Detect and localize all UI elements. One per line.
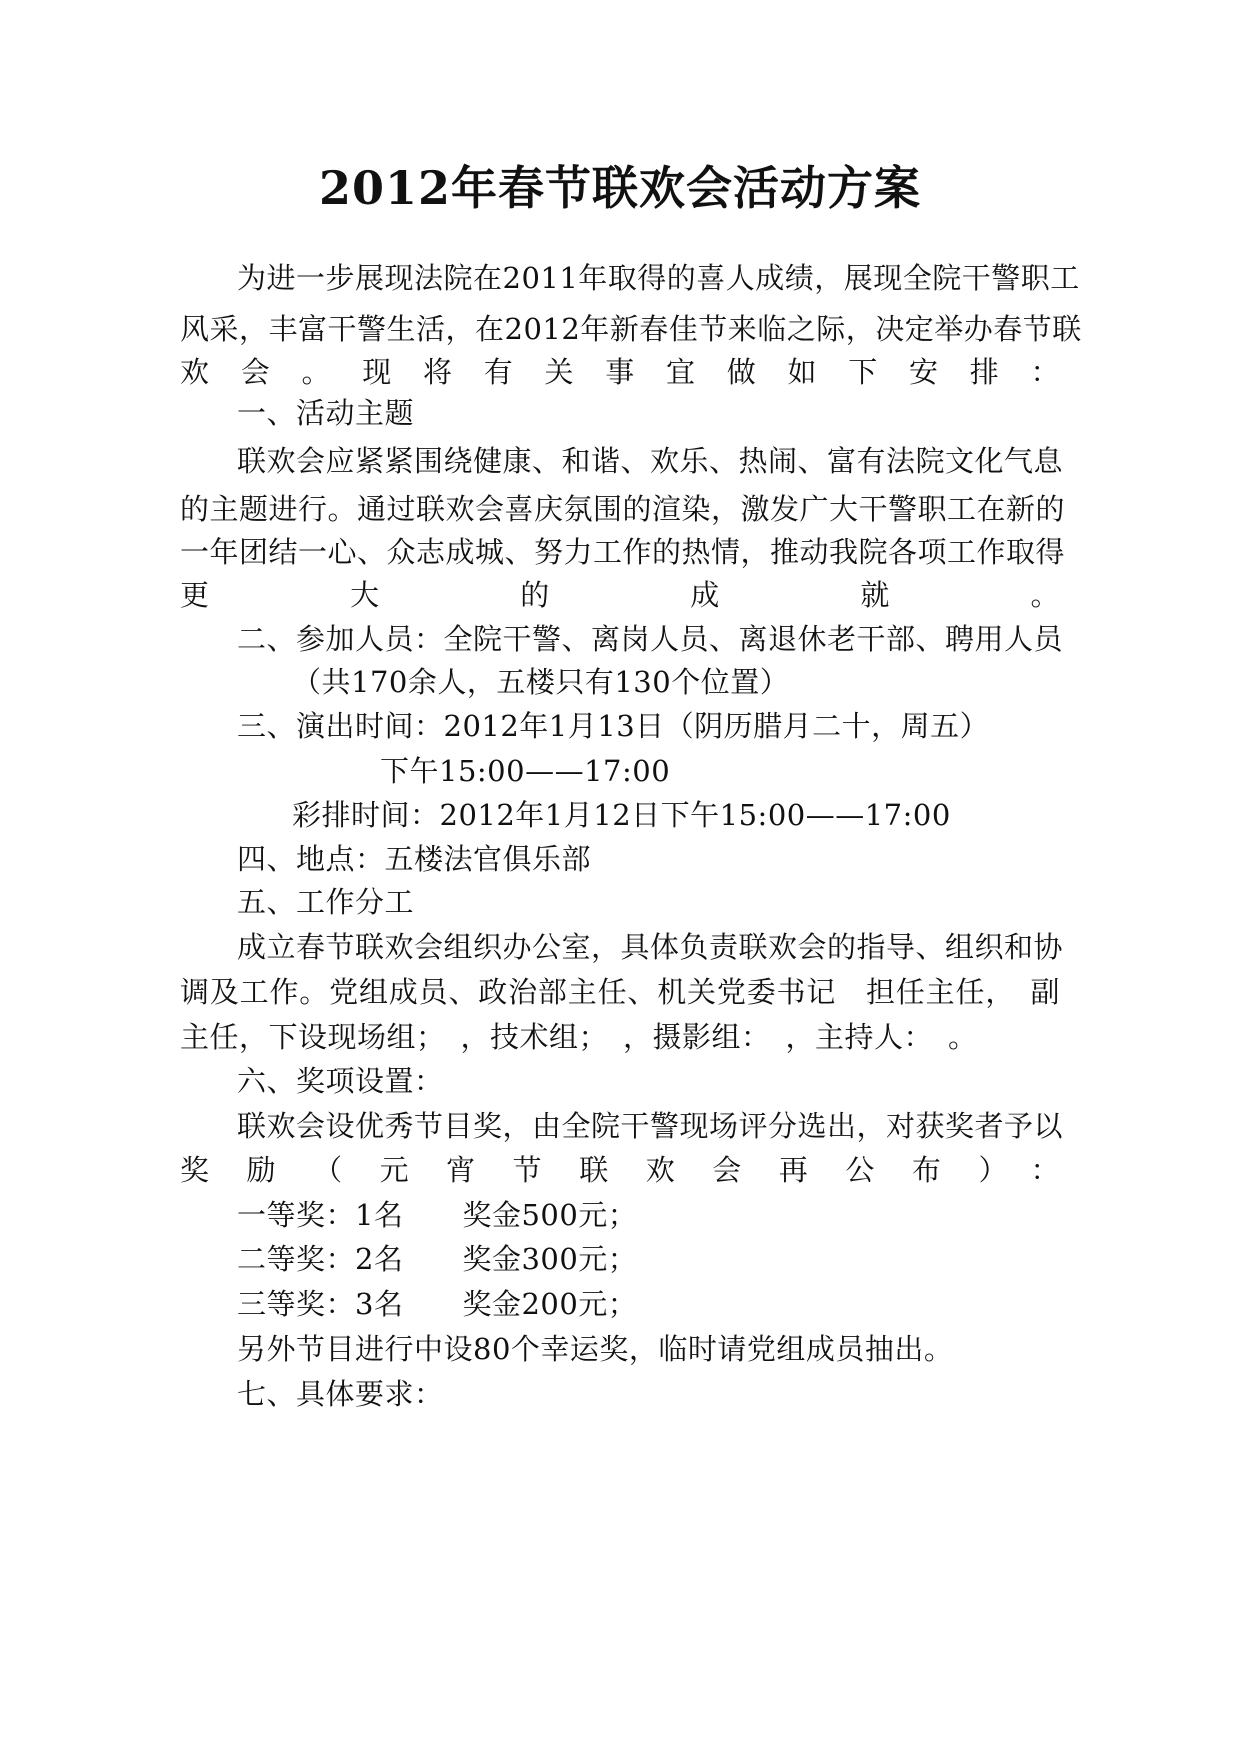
lucky-prize-line: 另外节目进行中设80个幸运奖，临时请党组成员抽出。	[237, 1332, 954, 1366]
time-line-1: 三、演出时间：2012年1月13日（阴历腊月二十，周五）	[237, 709, 990, 743]
intro-line-3: 欢会。现将有关事宜做如下安排：	[180, 355, 1060, 389]
section-6-heading: 六、奖项设置：	[237, 1064, 444, 1098]
award-line-2: 奖励（元宵节联欢会再公布）：	[180, 1153, 1060, 1187]
theme-line-3: 一年团结一心、众志成城、努力工作的热情，推动我院各项工作取得	[180, 535, 1066, 569]
theme-line-4: 更大的成就。	[180, 578, 1060, 612]
participants-line-2: （共170余人，五楼只有130个位置）	[292, 665, 790, 699]
location-line: 四、地点：五楼法官俱乐部	[237, 842, 592, 876]
participants-line-1: 二、参加人员：全院干警、离岗人员、离退休老干部、聘用人员	[237, 622, 1064, 656]
division-line-1: 成立春节联欢会组织办公室，具体负责联欢会的指导、组织和协	[237, 930, 1064, 964]
division-line-2: 调及工作。党组成员、政治部主任、机关党委书记 担任主任， 副	[180, 975, 1060, 1009]
rehearsal-time-line: 彩排时间：2012年1月12日下午15:00——17:00	[292, 798, 951, 832]
award-line-1: 联欢会设优秀节目奖，由全院干警现场评分选出，对获奖者予以	[237, 1109, 1064, 1143]
document-title: 2012年春节联欢会活动方案	[318, 161, 922, 215]
third-prize-line: 三等奖：3名 奖金200元；	[237, 1287, 638, 1321]
section-7-heading: 七、具体要求：	[237, 1377, 444, 1411]
first-prize-line: 一等奖：1名 奖金500元；	[237, 1198, 638, 1232]
section-5-heading: 五、工作分工	[237, 885, 415, 919]
second-prize-line: 二等奖：2名 奖金300元；	[237, 1242, 638, 1276]
theme-line-1: 联欢会应紧紧围绕健康、和谐、欢乐、热闹、富有法院文化气息	[237, 444, 1064, 478]
theme-line-2: 的主题进行。通过联欢会喜庆氛围的渲染，激发广大干警职工在新的	[180, 492, 1066, 526]
intro-line-1: 为进一步展现法院在2011年取得的喜人成绩，展现全院干警职工	[237, 261, 1080, 295]
section-1-heading: 一、活动主题	[237, 396, 415, 430]
division-line-3: 主任，下设现场组； ，技术组； ，摄影组： ，主持人： 。	[180, 1020, 978, 1054]
intro-line-2: 风采，丰富干警生活，在2012年新春佳节来临之际，决定举办春节联	[180, 312, 1082, 346]
time-line-2: 下午15:00——17:00	[380, 754, 671, 788]
